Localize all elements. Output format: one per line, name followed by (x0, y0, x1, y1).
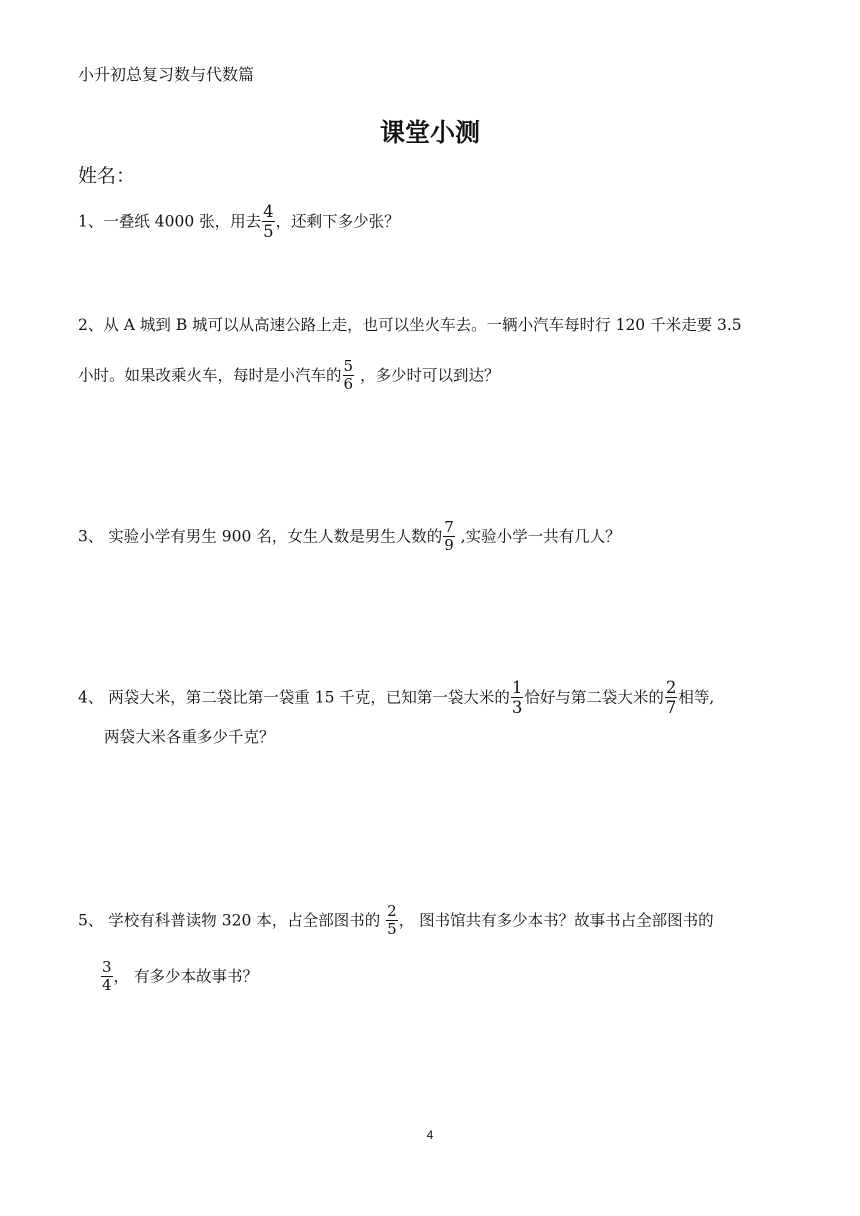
fraction-denominator: 5 (263, 222, 274, 241)
fraction (343, 358, 355, 393)
fraction-numerator: 3 (102, 958, 112, 976)
document-header: 小升初总复习数与代数篇 (78, 65, 255, 84)
question-1-text-after: ，还剩下多少张？ (275, 212, 400, 231)
question-4-line-1 (78, 679, 714, 718)
question-3 (78, 520, 621, 555)
question-3-text-after: ,实验小学一共有几人？ (455, 527, 621, 546)
fraction-numerator: 2 (665, 678, 677, 697)
fraction-numerator: 4 (263, 202, 274, 221)
fraction-denominator: 5 (387, 920, 397, 938)
question-4-text-before: 4、 两袋大米，第二袋比第一袋重 15 千克，已知第一袋大米的 (78, 688, 510, 707)
fraction-numerator: 2 (387, 902, 397, 920)
question-4-text-after: 相等, (678, 688, 715, 707)
fraction-denominator: 7 (665, 698, 677, 717)
question-2-text-after: ，多少时可以到达？ (355, 366, 500, 385)
fraction-denominator: 3 (511, 698, 523, 717)
fraction (386, 903, 398, 938)
question-1 (78, 203, 400, 242)
fraction (665, 678, 678, 717)
fraction-numerator: 7 (444, 518, 454, 536)
fraction-denominator: 6 (343, 375, 354, 393)
fraction-numerator: 1 (511, 678, 523, 697)
fraction (101, 959, 113, 994)
fraction (511, 678, 524, 717)
question-1-text-before: 1、一叠纸 4000 张，用去 (78, 212, 262, 231)
question-4-line-2: 两袋大米各重多少千克？ (104, 728, 275, 746)
fraction-denominator: 9 (444, 536, 454, 554)
fraction-numerator: 5 (343, 357, 354, 375)
page-number: 4 (426, 1128, 434, 1142)
question-2-text-before: 小时。如果改乘火车，每时是小汽车的 (78, 366, 342, 385)
question-5-line-1 (78, 904, 714, 939)
question-5-text-middle: ， 图书馆共有多少本书？故事书占全部图书的 (398, 911, 714, 930)
question-2-line-1: 2、从 A 城到 B 城可以从高速公路上走，也可以坐火车去。一辆小汽车每时行 120 千米走要 3.5 (78, 316, 742, 334)
fraction (443, 519, 455, 554)
page-title: 课堂小测 (379, 118, 480, 147)
fraction-denominator: 4 (102, 976, 112, 994)
name-label: 姓名： (78, 165, 136, 187)
question-2-line-2 (78, 359, 500, 394)
question-4-text-middle: 恰好与第二袋大米的 (524, 688, 664, 707)
question-5-line-2 (100, 960, 258, 995)
question-3-text-before: 3、 实验小学有男生 900 名，女生人数是男生人数的 (78, 527, 443, 546)
fraction (262, 202, 275, 241)
question-5-text-before: 5、 学校有科普读物 320 本，占全部图书的 (78, 911, 386, 930)
question-5-text-after: ， 有多少本故事书？ (113, 967, 258, 986)
